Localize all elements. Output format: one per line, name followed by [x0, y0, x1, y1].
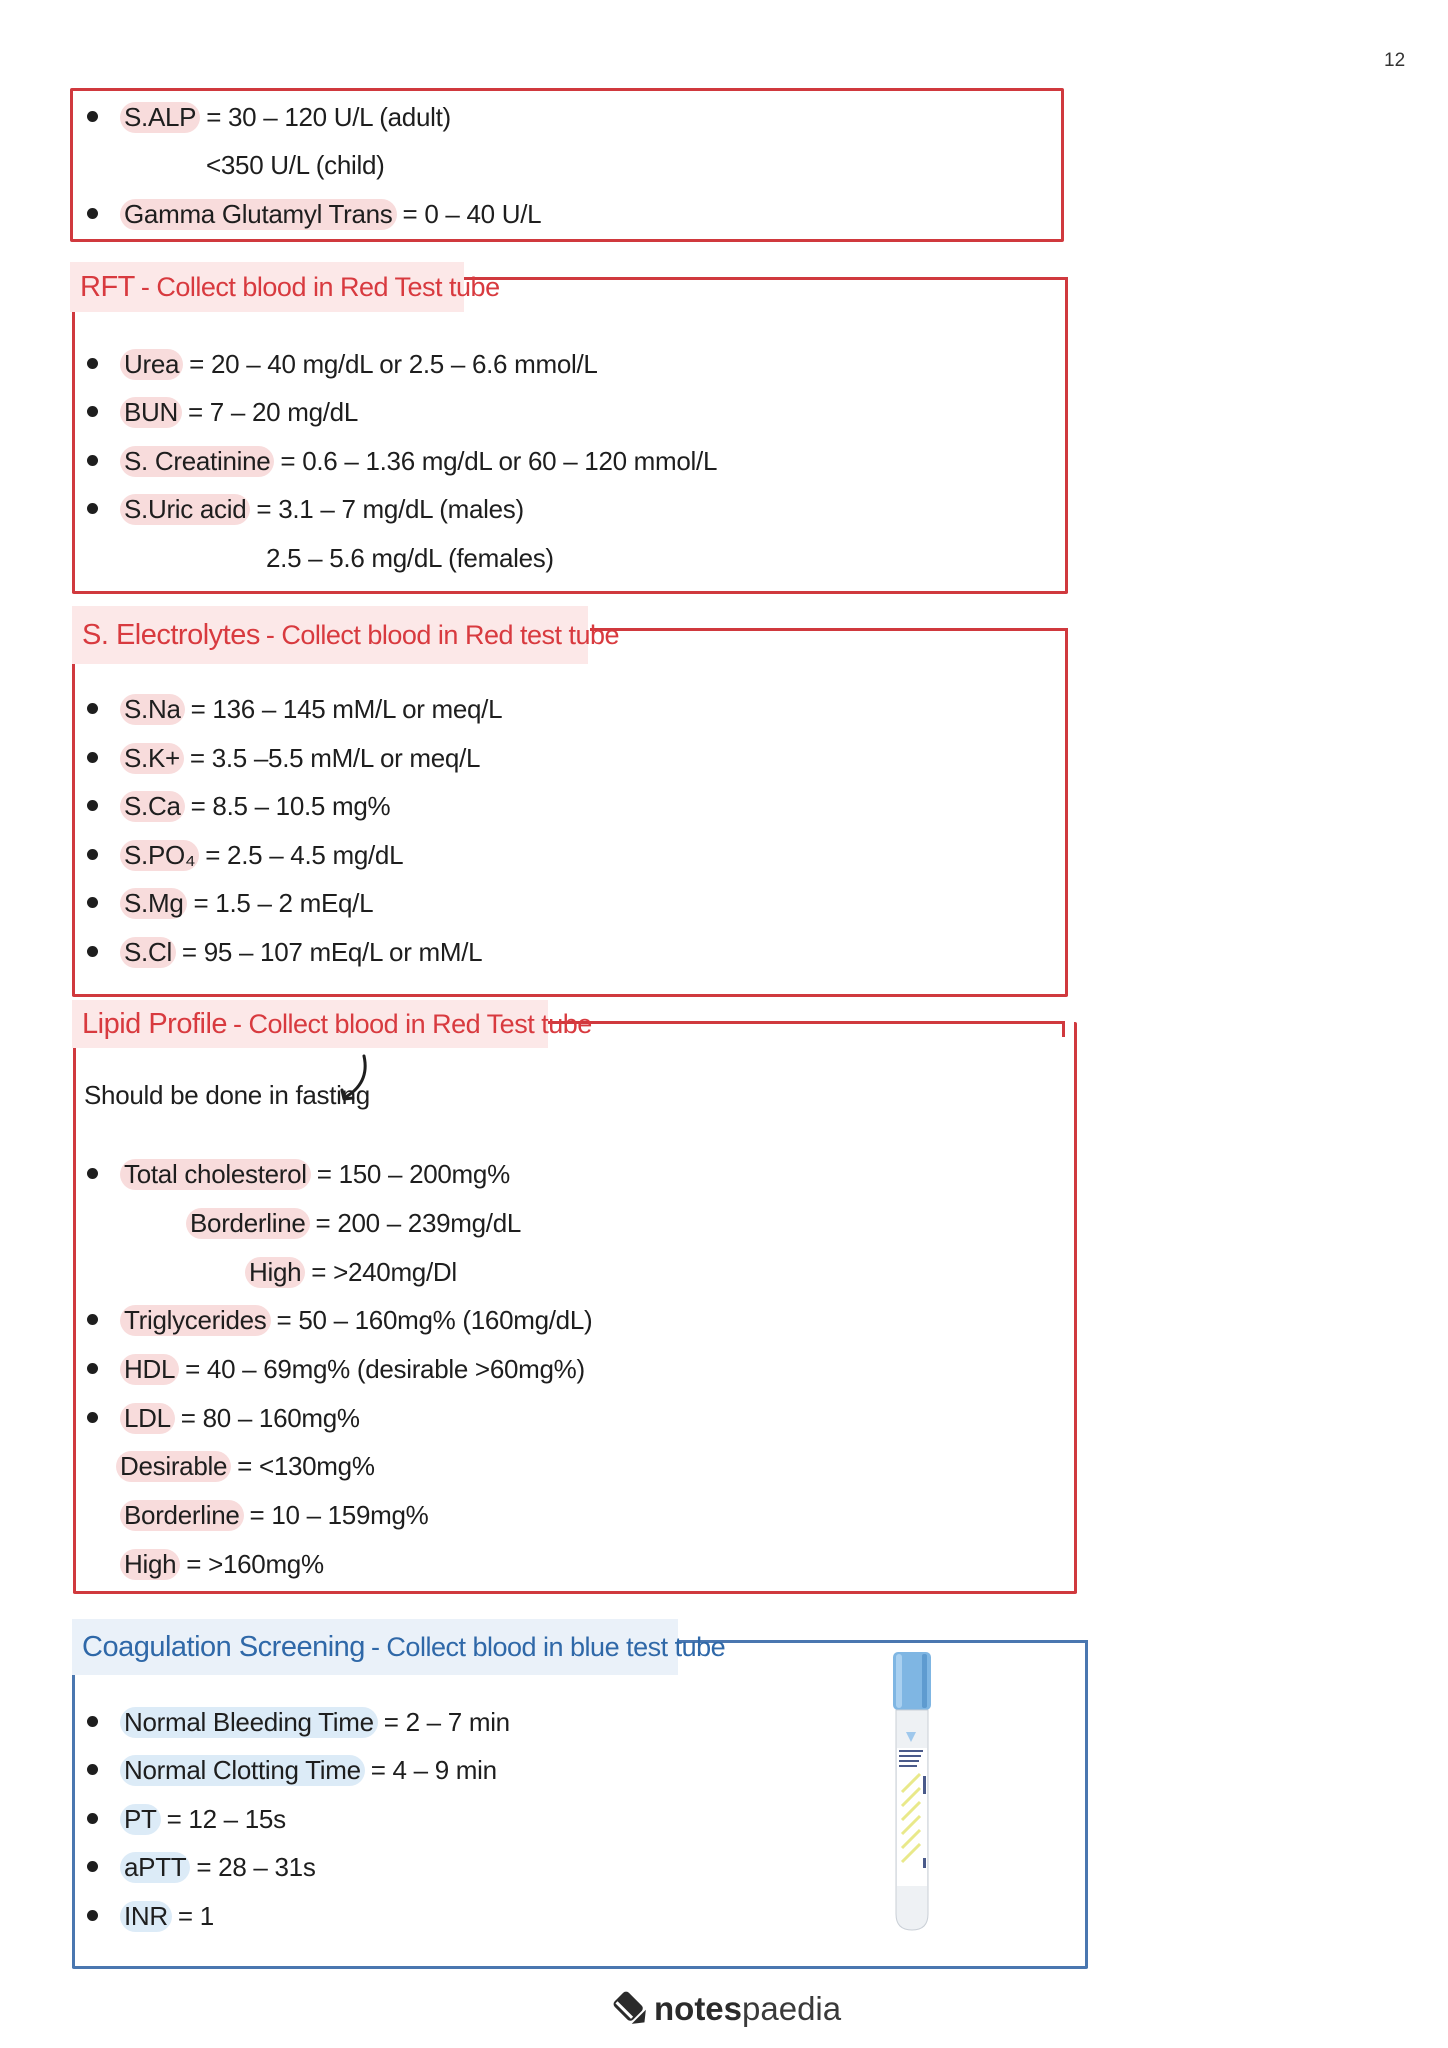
- page-number: 12: [1384, 50, 1406, 71]
- term-value: = 30 – 120 U/L (adult): [206, 101, 451, 132]
- list-item: [120, 392, 358, 432]
- electrolytes-header: [72, 606, 620, 664]
- term-highlight: S.PO₄: [120, 840, 199, 871]
- bullet: [87, 503, 98, 514]
- list-item: [120, 1896, 214, 1936]
- bullet: [87, 1813, 98, 1824]
- list-item: [120, 738, 480, 778]
- bullet: [87, 1764, 98, 1775]
- term-highlight: PT: [120, 1804, 161, 1835]
- term-value-extra: <350 U/L (child): [206, 149, 385, 180]
- term-highlight: Desirable: [116, 1451, 231, 1482]
- term-value: = 7 – 20 mg/dL: [188, 396, 358, 427]
- term-value: = >160mg%: [186, 1548, 324, 1579]
- bullet: [87, 1716, 98, 1727]
- list-item: [120, 489, 524, 529]
- bullet: [87, 946, 98, 957]
- coagulation-title: Coagulation Screening: [82, 1630, 365, 1663]
- term-value-extra: 2.5 – 5.6 mg/dL (females): [266, 542, 554, 573]
- bullet: [87, 1412, 98, 1423]
- term-highlight: S.Uric acid: [120, 494, 250, 525]
- list-item: [120, 1847, 316, 1887]
- fasting-note: Should be done in fasting: [84, 1080, 370, 1110]
- term-value: = 12 – 15s: [166, 1803, 286, 1834]
- list-item-continuation: [206, 145, 385, 185]
- list-item: [120, 786, 390, 826]
- list-item: [120, 932, 482, 972]
- list-item: [120, 835, 403, 875]
- list-item: [120, 1300, 592, 1340]
- term-highlight: S.Cl: [120, 937, 176, 968]
- notespaedia-logo: [612, 1990, 841, 2028]
- term-value: = 40 – 69mg% (desirable >60mg%): [185, 1353, 585, 1384]
- bullet: [87, 358, 98, 369]
- rft-section-box: [72, 278, 1068, 594]
- term-highlight: Normal Clotting Time: [120, 1755, 365, 1786]
- term-value: = 2 – 7 min: [383, 1706, 510, 1737]
- bullet: [87, 455, 98, 466]
- coagulation-subtitle: - Collect blood in blue test tube: [370, 1631, 726, 1662]
- logo-text-light: paedia: [742, 1990, 842, 2027]
- bullet: [87, 1861, 98, 1872]
- term-highlight: High: [245, 1257, 305, 1288]
- term-highlight: INR: [120, 1901, 172, 1932]
- term-value: = 4 – 9 min: [370, 1754, 497, 1785]
- rft-subtitle: - Collect blood in Red Test tube: [140, 271, 500, 302]
- term-highlight: HDL: [120, 1354, 179, 1385]
- term-value: = 0 – 40 U/L: [402, 198, 542, 229]
- electrolytes-subtitle: - Collect blood in Red test tube: [265, 619, 620, 650]
- list-item-sub: [186, 1203, 521, 1243]
- rft-header-line: [462, 277, 1068, 280]
- list-item: [120, 1702, 510, 1742]
- curved-arrow-icon: [336, 1052, 376, 1112]
- term-value: = 200 – 239mg/dL: [315, 1207, 522, 1238]
- term-highlight: S.K+: [120, 743, 184, 774]
- list-item-sub: [116, 1446, 375, 1486]
- term-highlight: Gamma Glutamyl Trans: [120, 199, 397, 230]
- term-value: = 8.5 – 10.5 mg%: [190, 790, 391, 821]
- term-value: = 28 – 31s: [196, 1851, 316, 1882]
- list-item: [120, 97, 451, 137]
- list-item-continuation: [266, 538, 554, 578]
- bullet: [87, 800, 98, 811]
- term-highlight: BUN: [120, 397, 182, 428]
- term-value: = 95 – 107 mEq/L or mM/L: [181, 936, 483, 967]
- electrolytes-title: S. Electrolytes: [82, 618, 260, 651]
- lipid-right-edge: [1062, 1021, 1065, 1037]
- pencil-icon: [612, 1990, 650, 2028]
- list-item-sub: [245, 1252, 457, 1292]
- list-item: [120, 1154, 510, 1194]
- term-value: = 150 – 200mg%: [316, 1158, 510, 1189]
- term-value: = 3.1 – 7 mg/dL (males): [256, 493, 524, 524]
- bullet: [87, 1314, 98, 1325]
- list-item: [120, 1750, 497, 1790]
- term-value: = 1: [177, 1900, 214, 1931]
- term-highlight: Borderline: [120, 1500, 244, 1531]
- term-highlight: Total cholesterol: [120, 1159, 311, 1190]
- term-value: = 136 – 145 mM/L or meq/L: [190, 693, 503, 724]
- coagulation-header-line: [678, 1640, 1088, 1643]
- lipid-title: Lipid Profile: [82, 1007, 228, 1040]
- bullet: [87, 849, 98, 860]
- term-highlight: Borderline: [186, 1208, 310, 1239]
- list-item: [120, 689, 502, 729]
- list-item-sub: [120, 1495, 428, 1535]
- bullet: [87, 111, 98, 122]
- lipid-header-line: [548, 1021, 1064, 1024]
- rft-title: RFT: [80, 270, 135, 303]
- logo-text-bold: notes: [654, 1990, 743, 2027]
- term-value: = 1.5 – 2 mEq/L: [193, 887, 374, 918]
- list-item: [120, 1398, 360, 1438]
- bullet: [87, 1168, 98, 1179]
- list-item: [120, 441, 717, 481]
- term-highlight: aPTT: [120, 1852, 190, 1883]
- list-item: [120, 194, 541, 234]
- list-item-sub: [120, 1544, 324, 1584]
- term-highlight: Normal Bleeding Time: [120, 1707, 378, 1738]
- coagulation-header: [72, 1619, 726, 1675]
- term-highlight: Urea: [120, 349, 183, 380]
- bullet: [87, 208, 98, 219]
- list-item: [120, 1349, 585, 1389]
- bullet: [87, 1363, 98, 1374]
- term-highlight: S.ALP: [120, 102, 200, 133]
- bullet: [87, 406, 98, 417]
- bullet: [87, 752, 98, 763]
- term-highlight: S.Na: [120, 694, 185, 725]
- lipid-subtitle: - Collect blood in Red Test tube: [233, 1008, 592, 1039]
- term-highlight: Triglycerides: [120, 1305, 271, 1336]
- list-item: [120, 883, 373, 923]
- term-highlight: S.Mg: [120, 888, 187, 919]
- term-value: = 50 – 160mg% (160mg/dL): [276, 1304, 593, 1335]
- term-highlight: S. Creatinine: [120, 446, 274, 477]
- bullet: [87, 897, 98, 908]
- term-value: = >240mg/Dl: [311, 1256, 457, 1287]
- electrolytes-header-line: [590, 628, 1068, 631]
- term-value: = <130mg%: [237, 1450, 375, 1481]
- term-value: = 3.5 –5.5 mM/L or meq/L: [189, 742, 481, 773]
- term-highlight: S.Ca: [120, 791, 185, 822]
- list-item: [120, 1799, 286, 1839]
- rft-header: [70, 262, 500, 312]
- term-value: = 20 – 40 mg/dL or 2.5 – 6.6 mmol/L: [189, 348, 598, 379]
- bullet: [87, 1910, 98, 1921]
- term-highlight: High: [120, 1549, 180, 1580]
- list-item: [120, 344, 598, 384]
- term-value: = 2.5 – 4.5 mg/dL: [205, 839, 404, 870]
- term-value: = 80 – 160mg%: [180, 1402, 360, 1433]
- blue-test-tube-icon: [890, 1652, 934, 1932]
- term-value: = 0.6 – 1.36 mg/dL or 60 – 120 mmol/L: [280, 445, 718, 476]
- bullet: [87, 703, 98, 714]
- lipid-header: [72, 1000, 592, 1048]
- term-highlight: LDL: [120, 1403, 175, 1434]
- term-value: = 10 – 159mg%: [249, 1499, 429, 1530]
